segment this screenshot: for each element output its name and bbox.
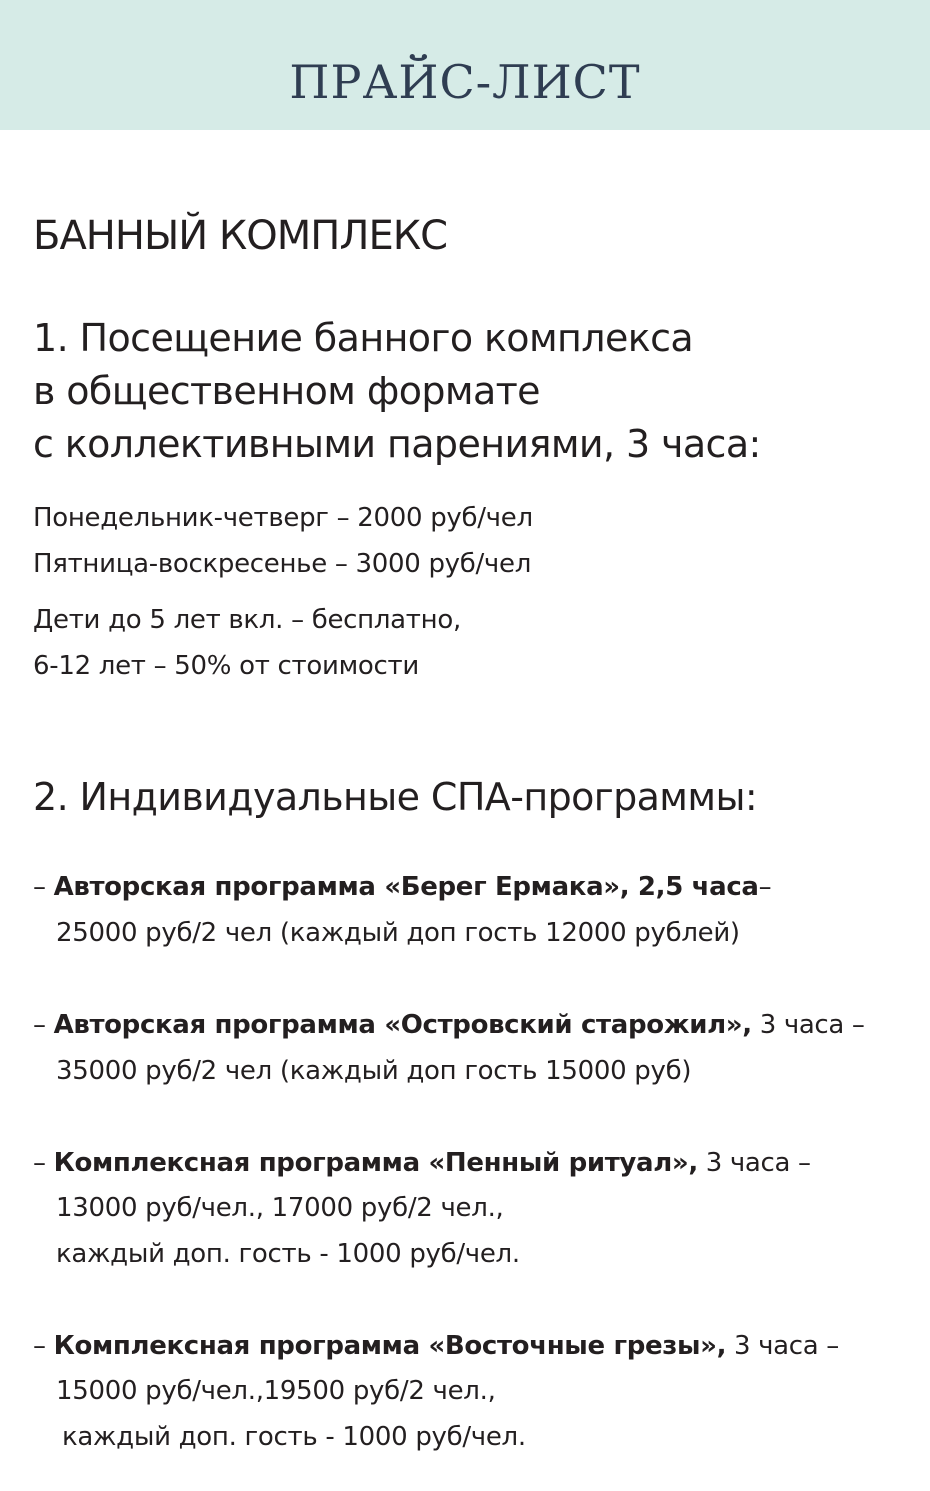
program-suffix: – (758, 872, 772, 902)
item1-heading-line-1: 1. Посещение банного комплекса (33, 316, 694, 360)
item1-heading-line-3: с коллективными парениями, 3 часа: (33, 422, 761, 466)
program-name: Комплексная программа «Пенный ритуал», (53, 1148, 698, 1178)
program-3-detail-2: каждый доп. гость - 1000 руб/чел. (56, 1239, 520, 1269)
program-4-detail-2: каждый доп. гость - 1000 руб/чел. (62, 1422, 526, 1452)
program-dash: – (33, 872, 54, 902)
program-3-title (33, 1147, 811, 1179)
program-name: Комплексная программа «Восточные грезы», (53, 1331, 727, 1361)
program-3-detail-1: 13000 руб/чел., 17000 руб/2 чел., (56, 1193, 504, 1223)
item2-heading: 2. Индивидуальные СПА-программы: (33, 775, 758, 819)
program-suffix: 3 часа – (751, 1010, 865, 1040)
program-1-detail: 25000 руб/2 чел (каждый доп гость 12000 рублей) (56, 918, 740, 948)
program-4-detail-1: 15000 руб/чел.,19500 руб/2 чел., (56, 1376, 496, 1406)
section-title: БАННЫЙ КОМПЛЕКС (33, 213, 448, 259)
program-2-title (33, 1009, 865, 1041)
program-4-title (33, 1330, 839, 1362)
program-1-title (33, 871, 771, 903)
program-2-detail: 35000 руб/2 чел (каждый доп гость 15000 руб) (56, 1056, 692, 1086)
children-discount: 6-12 лет – 50% от стоимости (33, 651, 419, 681)
children-free: Дети до 5 лет вкл. – бесплатно, (33, 605, 461, 635)
program-suffix: 3 часа – (697, 1148, 811, 1178)
program-suffix: 3 часа – (726, 1331, 839, 1361)
page-title: ПРАЙС-ЛИСТ (289, 55, 641, 109)
item1-heading-line-2: в общественном формате (33, 369, 540, 413)
price-weekdays: Понедельник-четверг – 2000 руб/чел (33, 503, 533, 533)
program-dash: – (33, 1010, 54, 1040)
program-dash: – (33, 1148, 54, 1178)
program-dash: – (33, 1331, 54, 1361)
program-name: Авторская программа «Берег Ермака», 2,5 часа (53, 872, 759, 902)
program-name: Авторская программа «Островский старожил», (53, 1010, 752, 1040)
price-weekend: Пятница-воскресенье – 3000 руб/чел (33, 549, 532, 579)
